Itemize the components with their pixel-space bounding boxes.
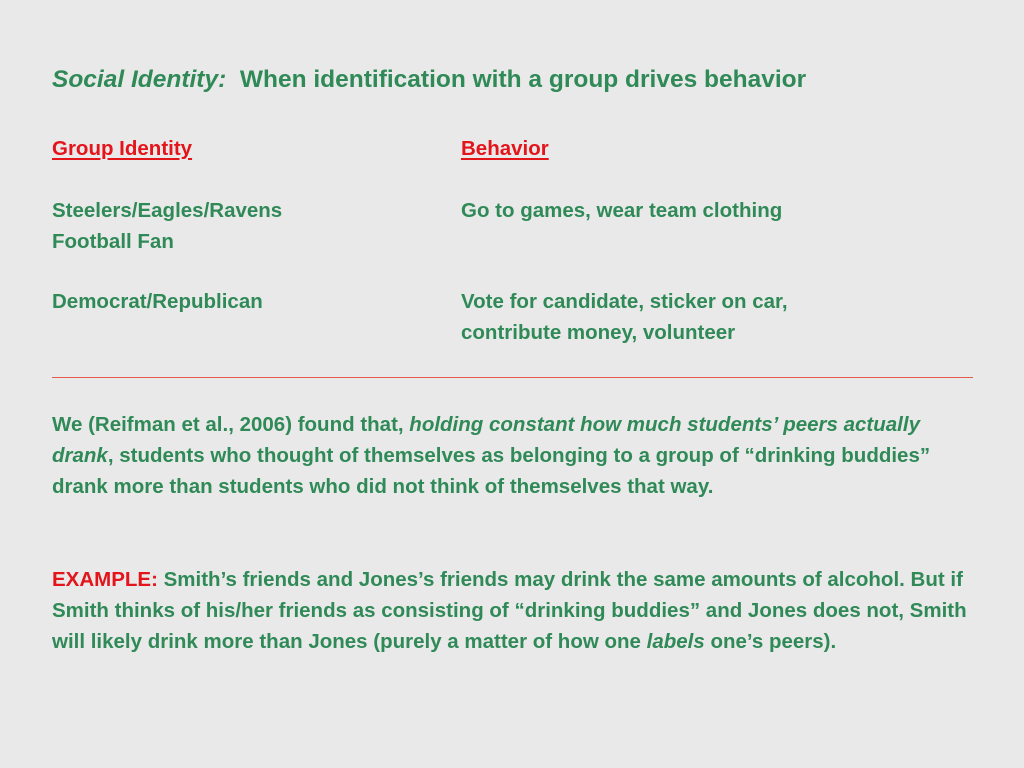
identity-cell-2 [52, 287, 263, 318]
identity-line: Football Fan [52, 229, 174, 253]
identity-cell-1 [52, 196, 282, 257]
example-text-b: one’s peers). [704, 630, 837, 653]
behavior-cell-2 [461, 287, 788, 348]
slide-title [52, 66, 806, 94]
example-emphasis: labels [646, 630, 705, 653]
finding-paragraph [52, 409, 982, 502]
identity-line: Steelers/Eagles/Ravens [52, 199, 283, 222]
behavior-line: Go to games, wear team clothing [461, 199, 783, 222]
finding-text-before: We (Reifman et al., 2006) found that, [52, 413, 410, 436]
group-identity-header: Group Identity [52, 137, 193, 160]
finding-emphasis: holding constant how much students’ peers actually drank [52, 413, 920, 467]
section-divider [52, 377, 973, 378]
finding-text-after: , students who thought of themselves as belonging to a group of “drinking buddies” drank more than students who did not think of themselves that way. [52, 444, 931, 498]
example-paragraph [52, 564, 982, 657]
identity-line: Democrat/Republican [52, 290, 263, 313]
behavior-line: Vote for candidate, sticker on car, [461, 290, 788, 313]
example-text-a: Smith’s friends and Jones’s friends may drink the same amounts of alcohol. But if Smith thinks of his/her friends as consisting of “drinking buddies” and Jones does not, Smith will likely drink more than Jones (purely a matter of how one [52, 568, 967, 653]
title-lead: Social Identity: [52, 66, 227, 93]
behavior-cell-1 [461, 196, 782, 227]
behavior-header: Behavior [461, 137, 549, 160]
example-label: EXAMPLE: [52, 568, 158, 591]
behavior-line: contribute money, volunteer [461, 320, 736, 344]
title-rest: When identification with a group drives behavior [239, 66, 807, 93]
